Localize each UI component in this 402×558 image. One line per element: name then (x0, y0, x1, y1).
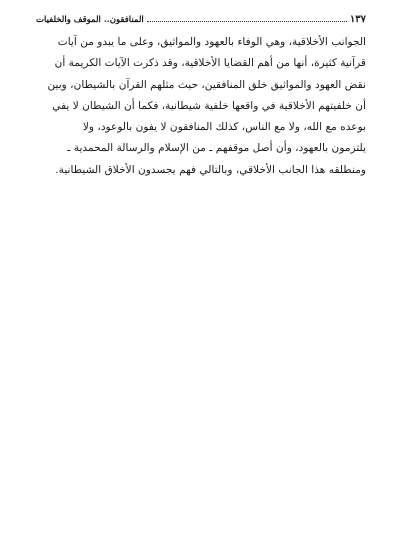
text-line: نقض العهود والمواثيق خلق المنافقين، حيث مثلهم القرآن بالشيطان، وبين (47, 78, 366, 91)
text-line: الجوانب الأخلاقية، وهي الوفاء بالعهود والمواثيق، وعلى ما يبدو من آيات (57, 36, 366, 48)
text-line: قرآنية كثيرة، أنها من أهم القضايا الأخلاقية، وقد ذكرت الآيات الكريمة أن (54, 57, 366, 70)
dotted-leader (147, 21, 347, 22)
text-line: ومنطلقه هذا الجانب الأخلاقي، وبالتالي فهم يجسدون الأخلاق الشيطانية. (55, 163, 366, 176)
running-title: المنافقون.. الموقف والخلفيات (36, 15, 144, 25)
page-number: ١٣٧ (349, 14, 366, 25)
body-paragraph (36, 32, 366, 181)
text-line: أن خلفيتهم الأخلاقية في واقعها خلفية شيطانية، فكما أن الشيطان لا يفي (52, 99, 366, 112)
running-header (36, 11, 366, 25)
text-line: بوعده مع الله، ولا مع الناس، كذلك المنافقون لا يفون بالوعود، ولا (82, 121, 366, 134)
text-line: يلتزمون بالعهود، وأن أصل موقفهم ـ من الإسلام والرسالة المحمدية ـ (67, 142, 366, 155)
